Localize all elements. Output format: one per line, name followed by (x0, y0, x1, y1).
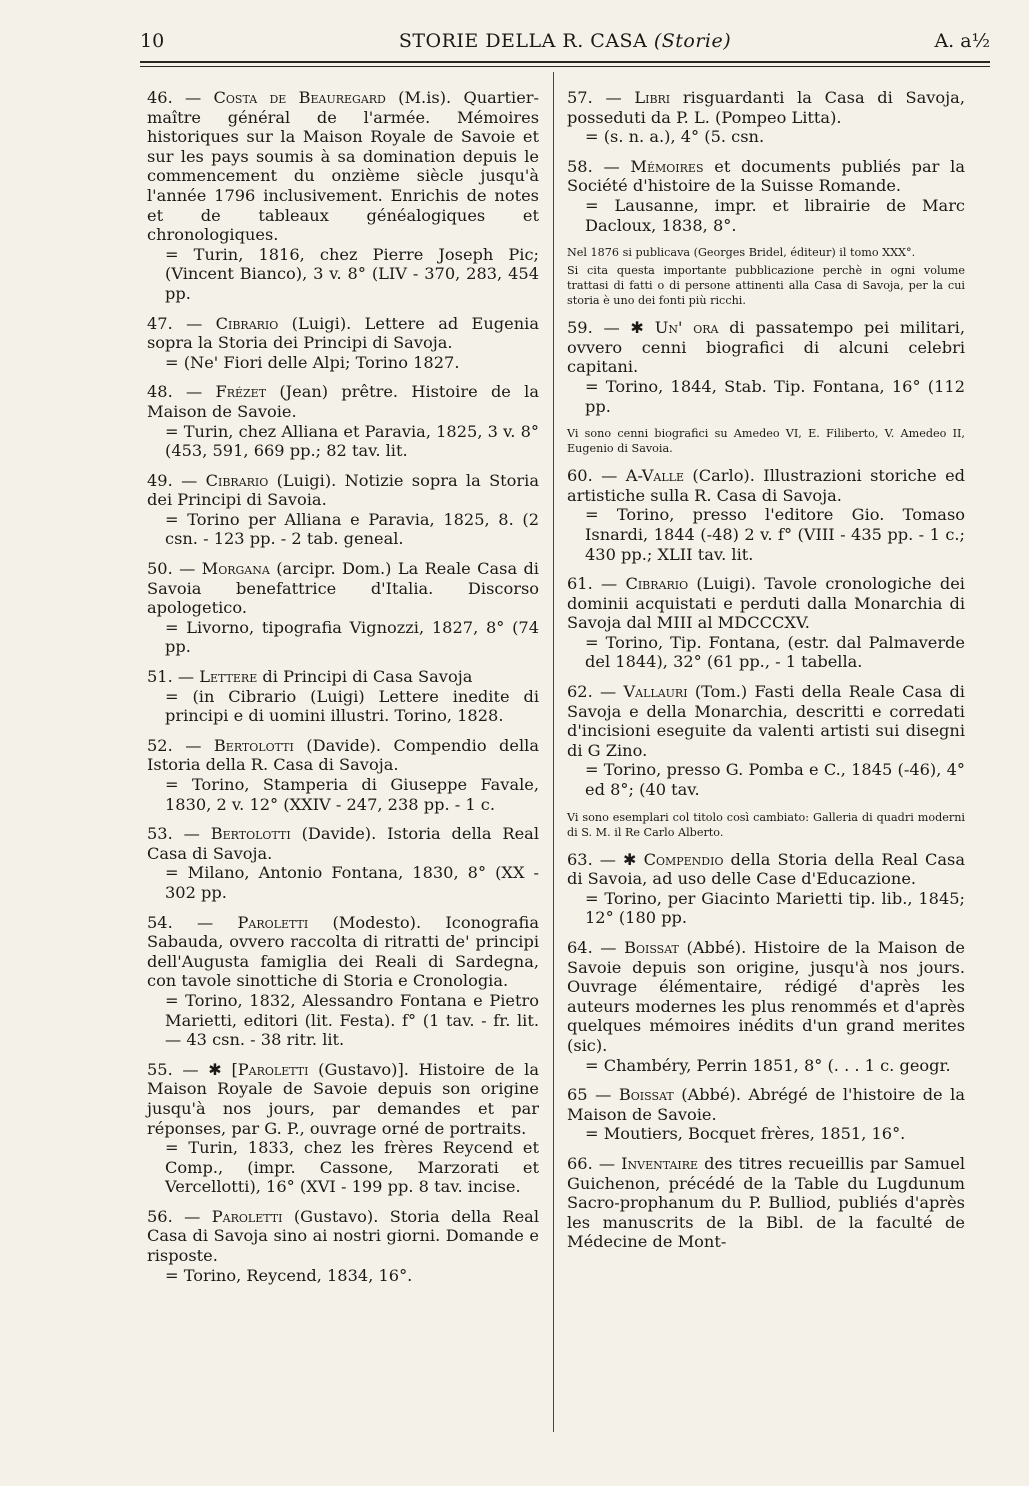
note-text: Vi sono esemplari col titolo così cambiato: Galleria di quadri moderni di S. M. il Re Carlo Alberto. (567, 810, 965, 839)
entry-imprint: = Torino, Reycend, 1834, 16°. (165, 1265, 413, 1285)
entry-heading (147, 736, 539, 775)
running-header (140, 30, 990, 60)
entry-heading (567, 157, 965, 196)
section-mark: A. a½ (934, 30, 990, 52)
entry-heading (567, 1085, 965, 1124)
bibliography-entry (147, 1207, 539, 1285)
entry-author: Costa de Beauregard (213, 88, 386, 107)
entry-title: (Tom.) Fasti della Reale Casa di Savoja e della Monarchia, descritti e corredati d'incisioni eseguite da valenti artisti sui disegni di G Zino. (567, 682, 965, 760)
entry-imprint: = (s. n. a.), 4° (5. csn. (585, 127, 765, 147)
entry-heading (567, 466, 965, 505)
entry-author: Cibrario (215, 313, 279, 333)
bibliography-entry (567, 1154, 965, 1252)
entry-number: 63. — ✱ (567, 849, 637, 869)
entry-author: Lettere (199, 667, 258, 687)
entry-title: (Luigi). Lettere ad Eugenia sopra la Storia dei Principi di Savoja. (147, 313, 539, 353)
entry-number: 54. — (147, 912, 214, 932)
bibliography-entry (567, 574, 965, 672)
entry-heading (147, 1060, 539, 1138)
entry-author: Compendio (643, 849, 724, 869)
entry-title: (Modesto). Iconografia Sabauda, ovvero raccolta di ritratti de' principi dell'Augusta famiglia dei Reali di Sardegna, con tavole sinottiche di Storia e Cronologia. (147, 912, 539, 991)
entry-title: (Abbé). Abrégé de l'histoire de la Maison de Savoie. (567, 1085, 965, 1124)
entry-author: Inventaire (621, 1153, 699, 1173)
page-number: 10 (140, 30, 165, 52)
entry-imprint: = Lausanne, impr. et librairie de Marc Dacloux, 1838, 8°. (585, 195, 965, 235)
bibliography-entry (567, 157, 965, 235)
entry-number: 49. — (147, 470, 198, 490)
bibliography-entry (147, 667, 539, 726)
entry-title: (Jean) prêtre. Histoire de la Maison de Savoie. (147, 382, 539, 421)
entry-heading (147, 913, 539, 991)
entry-heading (147, 824, 539, 863)
entry-imprint: = Torino, 1844, Stab. Tip. Fontana, 16° (112 pp. (585, 376, 965, 416)
entry-heading (147, 88, 539, 245)
entry-author: Mémoires (630, 156, 704, 176)
entry-imprint: = (in Cibrario (Luigi) Lettere inedite di principi e di uomini illustri. Torino, 1828. (165, 686, 539, 726)
entry-note (567, 426, 965, 456)
bibliography-entry (567, 1085, 965, 1144)
entry-number: 51. — (147, 667, 195, 687)
entry-author: Un' ora (654, 318, 719, 338)
entry-author: Morgana (201, 559, 270, 579)
entry-imprint: = Torino per Alliana e Paravia, 1825, 8. (2 csn. - 123 pp. - 2 tab. geneal. (165, 509, 539, 549)
bibliography-entry (147, 1060, 539, 1197)
bibliography-entry (147, 471, 539, 549)
entry-title: (Davide). Compendio della Istoria della R. Casa di Savoja. (147, 735, 539, 775)
entry-number: 66. — (567, 1153, 616, 1173)
entry-author: [Paroletti (231, 1059, 309, 1079)
entry-number: 48. — (147, 382, 203, 402)
entry-imprint: = Turin, 1833, chez les frères Reycend et Comp., (impr. Cassone, Marzorati et Vercellotti), 16° (XVI - 199 pp. 8 tav. incise. (165, 1138, 539, 1197)
entry-number: 55. — ✱ (147, 1059, 222, 1079)
entry-imprint: = Milano, Antonio Fontana, 1830, 8° (XX - 302 pp. (165, 863, 539, 902)
page-title (140, 30, 990, 52)
entry-note (567, 245, 965, 308)
entry-number: 58. — (567, 156, 620, 176)
entry-heading (147, 382, 539, 421)
right-column (567, 88, 965, 1262)
bibliography-entry (147, 913, 539, 1050)
entry-author: Vallauri (623, 682, 688, 702)
entry-imprint: = Chambéry, Perrin 1851, 8° (. . . 1 c. geogr. (585, 1055, 951, 1075)
entry-title: (Carlo). Illustrazioni storiche ed artistiche sulla R. Casa di Savoja. (567, 466, 966, 505)
entry-author: Paroletti (237, 912, 309, 932)
entry-title: des titres recueillis par Samuel Guichenon, précédé de la Table du Lugdunum Sacro-prophanum du P. Bulliod, publiés d'après les manuscrits de la Bibl. de la faculté de Médecine de Mont- (567, 1153, 965, 1252)
entry-title: (Abbé). Histoire de la Maison de Savoie depuis son origine, jusqu'à nos jours. Ouvrage élémentaire, rédigé d'après les auteurs modernes les plus renommés et d'après quelques mémoires inédits d'un grand merites (sic). (567, 938, 965, 1055)
entry-number: 50. — (147, 559, 196, 579)
entry-author: Bertolotti (213, 735, 294, 755)
entry-title: risguardanti la Casa di Savoja, posseduti da P. L. (Pompeo Litta). (567, 88, 965, 127)
bibliography-entry (147, 559, 539, 657)
entry-imprint: = Torino, 1832, Alessandro Fontana e Pietro Marietti, editori (lit. Festa). f° (1 tav. - fr. lit. — 43 csn. - 38 ritr. lit. (165, 990, 539, 1050)
entry-heading (567, 850, 965, 889)
entry-heading (567, 318, 965, 377)
entry-number: 47. — (147, 313, 203, 333)
entry-author: Frézet (215, 382, 267, 402)
entry-heading (567, 938, 965, 1056)
entry-title: di Principi di Casa Savoja (262, 667, 473, 687)
entry-author: Bertolotti (210, 824, 291, 844)
entry-heading (147, 667, 539, 687)
bibliography-entry (567, 850, 965, 928)
entry-imprint: = Livorno, tipografia Vignozzi, 1827, 8° (74 pp. (165, 617, 539, 657)
entry-number: 52. — (147, 735, 202, 755)
entry-title: (Luigi). Tavole cronologiche dei dominii acquistati e perduti dalla Monarchia di Savoja dal MIII al MDCCCXV. (567, 574, 965, 633)
entry-number: 60. — (567, 466, 618, 486)
entry-title: della Storia della Real Casa di Savoia, ad uso delle Case d'Educazione. (567, 849, 965, 889)
bibliography-entry (567, 88, 965, 147)
note-text: Vi sono cenni biografici su Amedeo VI, E. Filiberto, V. Amedeo II, Eugenio di Savoia. (567, 427, 965, 456)
entry-heading (567, 1154, 965, 1252)
entry-imprint: = Moutiers, Bocquet frères, 1851, 16°. (585, 1124, 906, 1144)
entry-number: 56. — (147, 1206, 201, 1226)
entry-number: 57. — (567, 88, 622, 107)
bibliography-entry (567, 318, 965, 416)
bibliography-entry (147, 824, 539, 902)
entry-imprint: = Turin, 1816, chez Pierre Joseph Pic; (Vincent Bianco), 3 v. 8° (LIV - 370, 283, 454 pp. (165, 244, 539, 303)
entry-title: (Gustavo)]. Histoire de la Maison Royale de Savoie depuis son origine jusqu'à nos jours, par demandes et par réponses, par G. P., ouvrage orné de portraits. (147, 1059, 539, 1138)
header-rule-thin (140, 66, 990, 67)
bibliography-entry (147, 88, 539, 304)
entry-number: 46. — (147, 88, 202, 107)
entry-author: Paroletti (211, 1206, 283, 1226)
entry-imprint: = Torino, presso l'editore Gio. Tomaso Isnardi, 1844 (-48) 2 v. f° (VIII - 435 pp. - 1 c.; 430 pp.; XLII tav. lit. (585, 505, 965, 564)
entry-author: Boissat (618, 1085, 674, 1105)
entry-author: Libri (634, 88, 671, 107)
entry-number: 53. — (147, 824, 200, 844)
entry-number: 65 — (567, 1085, 612, 1105)
header-rule (140, 61, 990, 63)
bibliography-entry (567, 682, 965, 800)
entry-imprint: = Torino, per Giacinto Marietti tip. lib., 1845; 12° (180 pp. (585, 888, 965, 928)
entry-heading (147, 559, 539, 618)
entry-number: 62. — (567, 682, 617, 702)
entry-imprint: = (Ne' Fiori delle Alpi; Torino 1827. (165, 352, 460, 372)
column-divider (553, 72, 554, 1432)
page-subtitle: (Storie) (653, 30, 732, 52)
entry-heading (147, 471, 539, 510)
bibliography-entry (147, 736, 539, 814)
entry-title: (Luigi). Notizie sopra la Storia dei Principi di Savoia. (147, 470, 539, 510)
entry-author: A-Valle (625, 466, 685, 486)
entry-author: Boissat (624, 938, 679, 957)
entry-imprint: = Torino, Stamperia di Giuseppe Favale, 1830, 2 v. 12° (XXIV - 247, 238 pp. - 1 c. (165, 775, 539, 814)
entry-imprint: = Torino, presso G. Pomba e C., 1845 (-46), 4° ed 8°; (40 tav. (585, 760, 965, 800)
entry-title: (arcipr. Dom.) La Reale Casa di Savoia benefattrice d'Italia. Discorso apologetico. (147, 559, 539, 618)
entry-heading (567, 574, 965, 633)
entry-author: Cibrario (205, 470, 269, 490)
bibliography-entry (147, 382, 539, 460)
entry-note (567, 810, 965, 840)
entry-author: Cibrario (625, 574, 689, 594)
left-column (147, 88, 539, 1295)
entry-heading (567, 88, 965, 127)
entry-number: 64. — (567, 938, 617, 957)
entry-heading (147, 314, 539, 353)
entry-imprint: = Torino, Tip. Fontana, (estr. dal Palmaverde del 1844), 32° (61 pp., - 1 tabella. (585, 632, 965, 672)
bibliography-entry (567, 938, 965, 1075)
entry-title: (Gustavo). Storia della Real Casa di Savoja sino ai nostri giorni. Domande e risposte. (147, 1206, 539, 1266)
entry-heading (567, 682, 965, 760)
note-text: Si cita questa importante pubblicazione perchè in ogni volume trattasi di fatti o di persone attinenti alla Casa di Savoja, per la cui storia è uno dei fonti più ricchi. (567, 264, 965, 308)
entry-number: 61. — (567, 574, 618, 594)
bibliography-entry (147, 314, 539, 373)
entry-title: (M.is). Quartier-maître général de l'armée. Mémoires historiques sur la Maison Royale de Savoie et sur les pays soumis à sa domination depuis le commencement du onzième siècle jusqu'à l'année 1796 inclusivement. Enrichis de notes et de tableaux généalogiques et chronologiques. (147, 88, 539, 245)
entry-title: (Davide). Istoria della Real Casa di Savoja. (147, 824, 540, 863)
entry-heading (147, 1207, 539, 1266)
note-text: Nel 1876 si publicava (Georges Bridel, éditeur) il tomo XXX°. (567, 246, 916, 260)
entry-number: 59. — ✱ (567, 318, 644, 338)
entry-title: et documents publiés par la Société d'histoire de la Suisse Romande. (567, 156, 965, 196)
entry-imprint: = Turin, chez Alliana et Paravia, 1825, 3 v. 8° (453, 591, 669 pp.; 82 tav. lit. (165, 421, 539, 461)
entry-title: di passatempo pei militari, ovvero cenni biografici di alcuni celebri capitani. (567, 318, 965, 377)
page-title-text: STORIE DELLA R. CASA (398, 30, 648, 52)
bibliography-entry (567, 466, 965, 564)
